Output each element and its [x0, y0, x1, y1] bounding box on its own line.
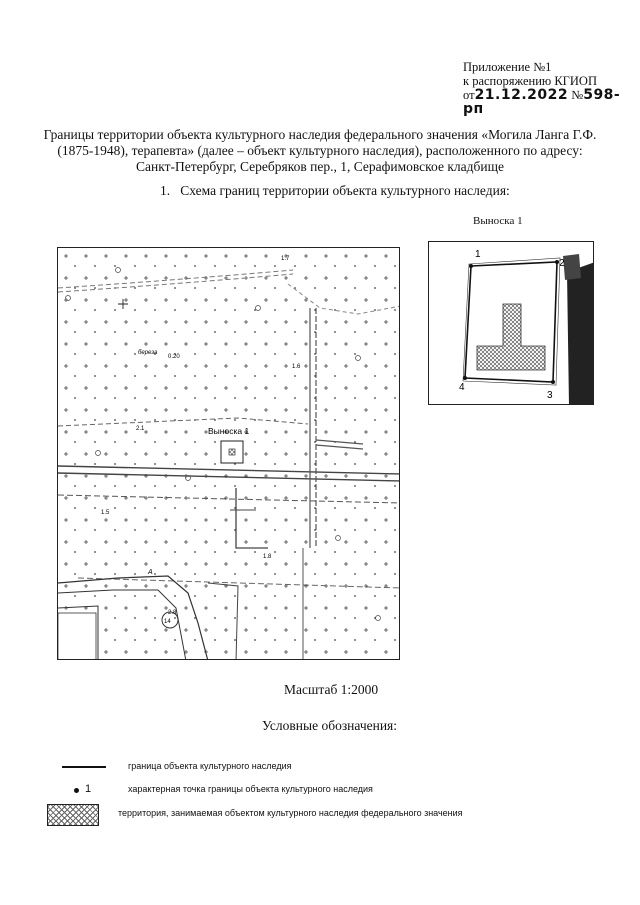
map-drawing [58, 248, 400, 660]
map-callout-label: Выноска 1 [208, 426, 250, 436]
section-text: Схема границ территории объекта культурного наследия: [180, 183, 510, 198]
height-label-1: 1.6 [292, 364, 301, 370]
appendix-line3 [463, 88, 640, 116]
appendix-line2: к распоряжению КГИОП [463, 74, 597, 88]
document-title [40, 127, 600, 175]
title-line1: Границы территории объекта культурного наследия федерального значения «Могила Ланга Г.Ф. [43, 127, 597, 142]
boundary-map [57, 247, 400, 660]
legend-item-boundary: граница объекта культурного наследия [128, 761, 292, 771]
height-label-6: 1.7 [281, 256, 290, 262]
legend-territory-swatch [47, 804, 99, 826]
order-number: 598-рп [463, 87, 621, 117]
number-prefix: № [571, 88, 584, 102]
order-date: 21.12.2022 [474, 87, 569, 103]
appendix-block [463, 60, 640, 116]
map-circle-number: 14 [164, 619, 171, 625]
section-number: 1. [160, 183, 171, 198]
legend-point-dot [74, 788, 79, 793]
legend-boundary-line [62, 766, 106, 768]
legend-item-territory: территория, занимаемая объектом культурного наследия федерального значения [118, 808, 463, 818]
title-line3: Санкт-Петербург, Серебряков пер., 1, Серафимовское кладбище [136, 159, 504, 174]
height-label-3: 1.5 [101, 510, 110, 516]
birch-label: береза [138, 350, 158, 356]
map-scale: Масштаб 1:2000 [284, 682, 379, 697]
section-heading [160, 183, 510, 199]
height-label-4: 1.8 [263, 554, 272, 560]
callout-drawing [429, 242, 594, 405]
callout-title: Выноска 1 [473, 215, 523, 227]
birch-value: 0.20 [168, 354, 180, 360]
legend-point-number: 1 [85, 783, 92, 795]
point-label-1: 1 [475, 249, 481, 260]
point-label-3: 3 [547, 390, 553, 401]
neighbour-plot-dark [567, 262, 594, 405]
point-label-2: 2 [559, 258, 565, 269]
occupied-territory [477, 304, 545, 370]
height-label-5: 2.8 [168, 610, 177, 616]
point-label-4: 4 [459, 382, 465, 393]
legend-title: Условные обозначения: [262, 718, 398, 733]
map-letter: А [148, 569, 153, 576]
appendix-line1: Приложение №1 [463, 60, 552, 74]
title-line2: (1875-1948), терапевта» (далее – объект культурного наследия), расположенного по адресу: [57, 143, 583, 158]
callout-inset [428, 241, 594, 405]
date-prefix: от [463, 88, 475, 102]
legend-item-point: характерная точка границы объекта культурного наследия [128, 784, 373, 794]
height-label-2: 2.1 [136, 426, 145, 432]
